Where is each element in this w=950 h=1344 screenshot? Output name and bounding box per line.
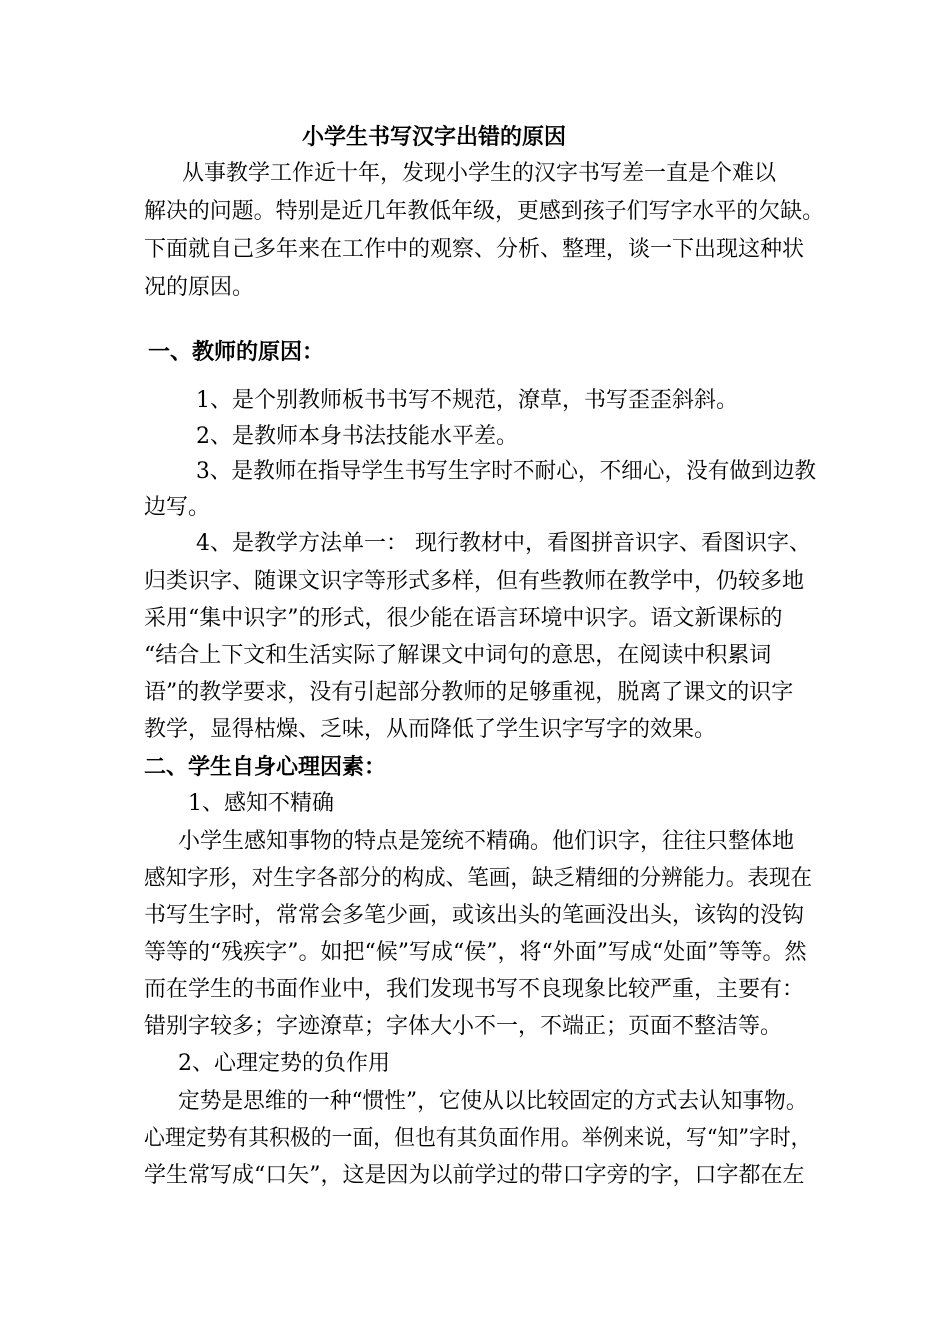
section1-item4-line-4: “结合上下文和生活实际了解课文中词句的意思，在阅读中积累词 — [144, 643, 772, 668]
section1-item3-line-1: 3、是教师在指导学生书写生字时不耐心，不细心，没有做到边教 — [196, 459, 816, 484]
section1-item3-line-2: 边写。 — [144, 495, 211, 520]
section1-item4-line-5: 语”的教学要求，没有引起部分教师的足够重视，脱离了课文的识字 — [144, 680, 794, 705]
intro-line-1: 从事教学工作近十年，发现小学生的汉字书写差一直是个难以 — [182, 161, 777, 186]
section2-sub2-title: 2、心理定势的负作用 — [178, 1051, 390, 1076]
section2-heading: 二、学生自身心理因素： — [144, 754, 387, 780]
section2-sub2-line-3: 学生常写成“口矢”，这是因为以前学过的带口字旁的字，口字都在左 — [144, 1163, 805, 1188]
section2-sub2-line-1: 定势是思维的一种“惯性”，它使从以比较固定的方式去认知事物。 — [178, 1089, 808, 1114]
section1-item1: 1、是个别教师板书书写不规范，潦草，书写歪歪斜斜。 — [196, 388, 738, 413]
document-title: 小学生书写汉字出错的原因 — [302, 124, 567, 150]
intro-line-4: 况的原因。 — [144, 275, 255, 300]
intro-line-2: 解决的问题。特别是近几年教低年级，更感到孩子们写字水平的欠缺。 — [144, 199, 825, 224]
section2-sub1-line-6: 错别字较多；字迹潦草；字体大小不一，不端正；页面不整洁等。 — [144, 1014, 783, 1039]
section2-sub1-line-5: 而在学生的书面作业中，我们发现书写不良现象比较严重，主要有： — [144, 977, 805, 1002]
section1-heading: 一、教师的原因： — [148, 339, 325, 365]
section1-item4-line-2: 归类识字、随课文识字等形式多样，但有些教师在教学中，仍较多地 — [144, 569, 805, 594]
section1-item4-line-3: 采用“集中识字”的形式，很少能在语言环境中识字。语文新课标的 — [144, 606, 783, 631]
section2-sub1-title: 1、感知不精确 — [188, 791, 334, 816]
section1-item4-line-6: 教学，显得枯燥、乏味，从而降低了学生识字写字的效果。 — [144, 717, 717, 742]
section2-sub1-line-4: 等等的“残疾字”。如把“候”写成“侯”，将“外面”写成“处面”等等。然 — [144, 940, 807, 965]
section2-sub2-line-2: 心理定势有其积极的一面，但也有其负面作用。举例来说，写“知”字时， — [144, 1126, 812, 1151]
section1-item4-line-1: 4、是教学方法单一： 现行教材中，看图拼音识字、看图识字、 — [196, 531, 811, 556]
section2-sub1-line-3: 书写生字时，常常会多笔少画，或该出头的笔画没出头，该钩的没钩 — [144, 903, 805, 928]
section1-item2: 2、是教师本身书法技能水平差。 — [196, 424, 518, 449]
section2-sub1-line-2: 感知字形，对生字各部分的构成、笔画，缺乏精细的分辨能力。表现在 — [144, 866, 813, 891]
section2-sub1-line-1: 小学生感知事物的特点是笼统不精确。他们识字，往往只整体地 — [178, 829, 795, 854]
intro-line-3: 下面就自己多年来在工作中的观察、分析、整理，谈一下出现这种状 — [144, 237, 805, 262]
